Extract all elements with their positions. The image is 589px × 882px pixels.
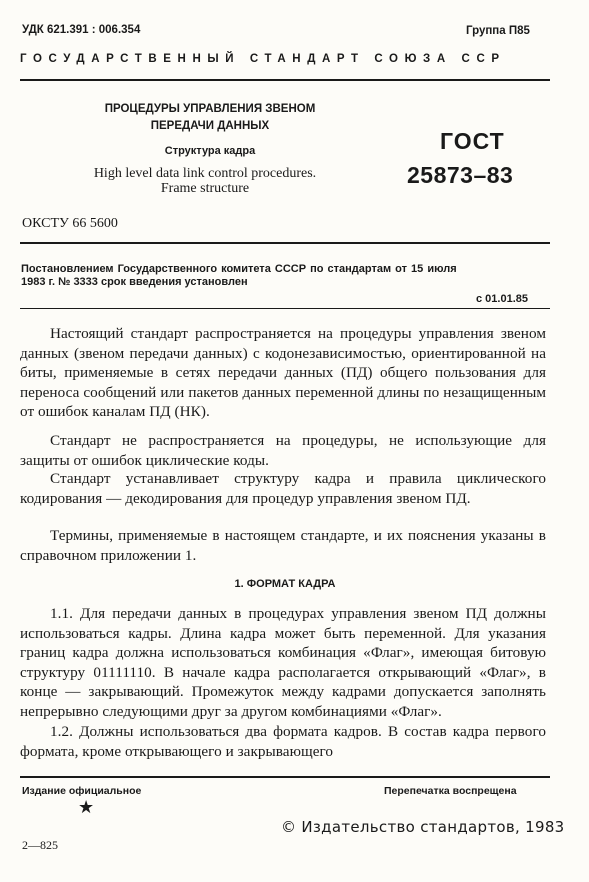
effective-date: с 01.01.85 (476, 293, 528, 305)
paragraph-scope: Настоящий стандарт распространяется на процедуры управления звеном данных (звеном передачи данных) с кодонезависимостью, ориентированной на биты, применяемые в сетях передачи данных (ПД) общего пользования для переноса сообщений или пакетов данных переменной длины по незащищенным от ошибок каналам ПД (НК). (20, 325, 546, 421)
reprint-prohibited-label: Перепечатка воспрещена (384, 785, 517, 797)
title-rule (20, 242, 550, 244)
english-title-line-2: Frame structure (160, 181, 250, 196)
document-subtitle: Структура кадра (164, 145, 256, 157)
group-code: Группа П85 (466, 25, 530, 37)
paragraph-exclusion: Стандарт не распространяется на процедуры, не использующие для защиты от ошибок циклические коды. (20, 432, 546, 469)
decree-line-2: 1983 г. № 3333 срок введения установлен (21, 276, 248, 288)
footer-rule (20, 776, 550, 778)
paragraph-1-1: 1.1. Для передачи данных в процедурах управления звеном ПД должны использоваться кадры. Длина кадра может быть переменной. Для указания границ кадра должна использоваться комбинация «Флаг», имеющая битовую структуру 01111110. В начале кадра располагается открывающий «Флаг», в конце — закрывающий. Промежуток между кадрами допускается заполнять непрерывно следующими друг за другом комбинациями «Флаг». (20, 605, 546, 720)
paragraph-terms: Термины, применяемые в настоящем стандарте, и их пояснения указаны в справочном приложении 1. (20, 527, 546, 564)
star-icon: ★ (78, 797, 95, 818)
okstu-code: ОКСТУ 66 5600 (22, 216, 118, 231)
gost-label: ГОСТ (440, 128, 505, 154)
document-title-line-2: ПЕРЕДАЧИ ДАННЫХ (150, 120, 270, 132)
decree-rule (20, 308, 550, 309)
state-standard-banner: ГОСУДАРСТВЕННЫЙ СТАНДАРТ СОЮЗА ССР (20, 53, 506, 65)
udc-code: УДК 621.391 : 006.354 (22, 24, 141, 36)
official-edition-label: Издание официальное (22, 785, 142, 797)
paragraph-structure: Стандарт устанавливает структуру кадра и правила циклического кодирования — декодирования для процедур управления звеном ПД. (20, 470, 546, 507)
document-title-line-1: ПРОЦЕДУРЫ УПРАВЛЕНИЯ ЗВЕНОМ (104, 103, 316, 115)
publisher-copyright: © Издательство стандартов, 1983 (281, 818, 565, 836)
page-code: 2—825 (22, 838, 58, 852)
decree-line-1: Постановлением Государственного комитета СССР по стандартам от 15 июля (21, 263, 457, 275)
gost-number: 25873–83 (407, 162, 514, 188)
section-heading-frame-format: 1. ФОРМАТ КАДРА (234, 578, 336, 590)
english-title-line-1: High level data link control procedures. (93, 166, 317, 181)
header-rule (20, 79, 550, 81)
paragraph-1-2: 1.2. Должны использоваться два формата кадров. В состав кадра первого формата, кроме открывающего и закрывающего (20, 723, 546, 760)
